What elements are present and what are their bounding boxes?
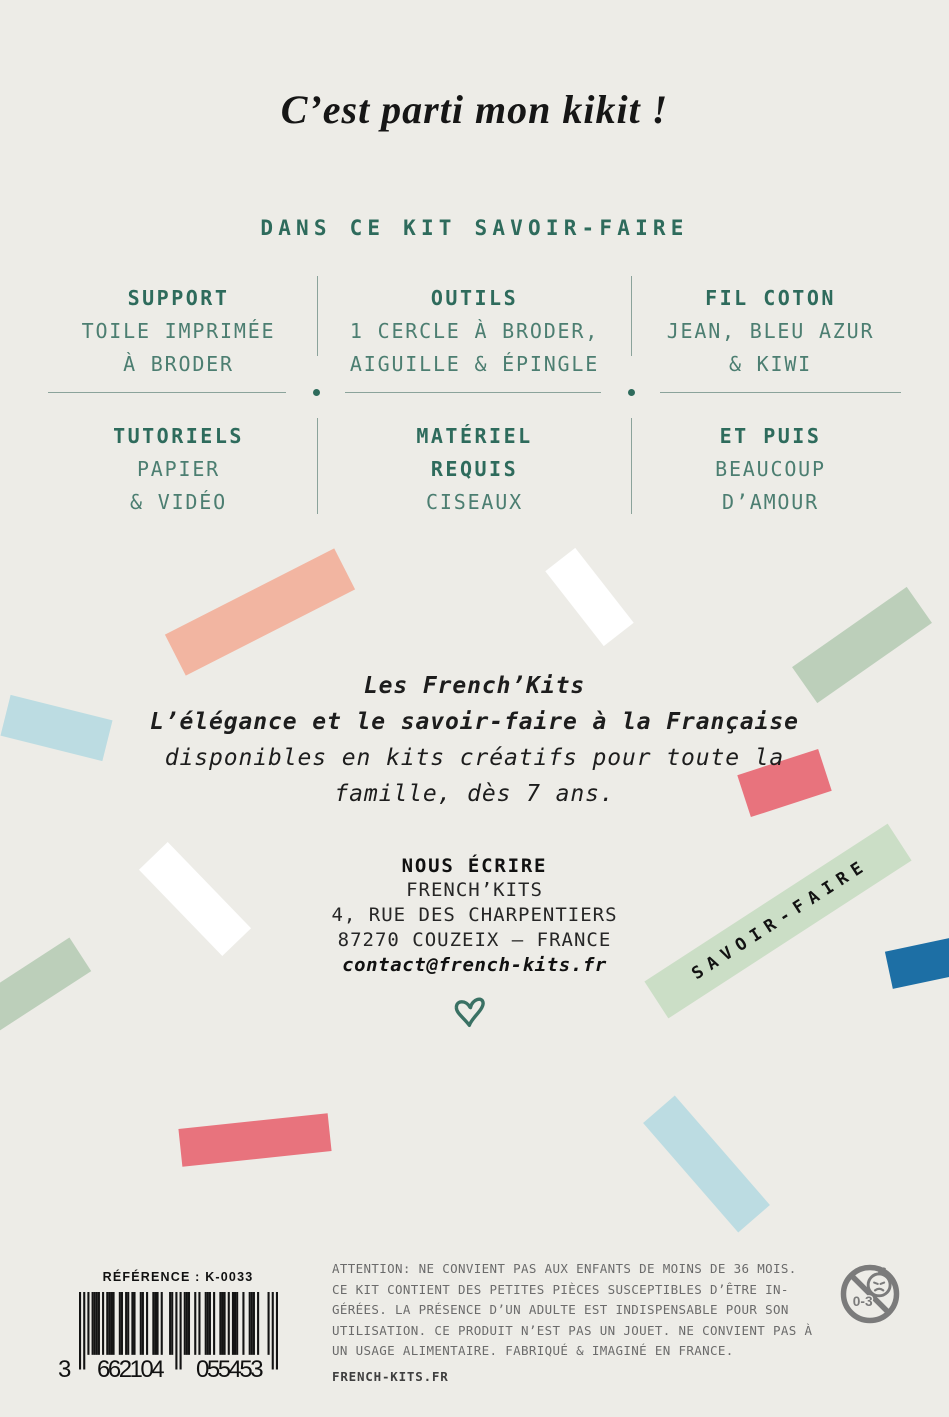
page-title: DANS CE KIT SAVOIR-FAIRE: [260, 216, 689, 240]
kit-section-title: OUTILS: [430, 286, 519, 310]
kit-section-title: SUPPORT: [127, 286, 230, 310]
age-warning-0-3-icon: [838, 1262, 902, 1326]
kit-section-line: D’AMOUR: [722, 490, 819, 514]
contact-line: 4, RUE DES CHARPENTIERS: [331, 904, 618, 926]
website-text: FRENCH-KITS.FR: [332, 1368, 449, 1384]
warning-line: ATTENTION: NE CONVIENT PAS AUX ENFANTS DE MOINS DE 36 MOIS.: [332, 1261, 797, 1276]
warning-line: GÉRÉES. LA PRÉSENCE D’UN ADULTE EST INDISPENSABLE POUR SON: [332, 1302, 789, 1317]
confetti-salmon: [165, 548, 355, 675]
contact-email: contact@french-kits.fr: [342, 954, 607, 976]
reference-label: RÉFÉRENCE : K-0033: [102, 1270, 254, 1284]
about-line: disponibles en kits créatifs pour toute la: [164, 745, 785, 771]
kit-section-fil-coton: [632, 274, 909, 381]
kit-section-line: JEAN, BLEU AZUR: [666, 319, 875, 343]
about-block: [0, 668, 949, 812]
savoir-faire-badge-label: SAVOIR-FAIRE: [688, 854, 873, 985]
warning-line: UTILISATION. CE PRODUIT N’EST PAS UN JOUET. NE CONVIENT PAS À: [332, 1322, 813, 1338]
kit-section-materiel-requis: [317, 412, 632, 519]
kit-section-title: FIL COTON: [705, 286, 836, 310]
row-divider-line: [345, 392, 601, 393]
barcode-digit-group: 662104: [97, 1356, 163, 1383]
about-line: L’élégance et le savoir-faire à la Française: [150, 709, 799, 735]
kit-section-support: [40, 274, 317, 381]
warning-line: CE KIT CONTIENT DES PETITES PIÈCES SUSCEPTIBLES D’ÊTRE IN-: [332, 1281, 789, 1297]
kit-section-title: TUTORIELS: [113, 424, 244, 448]
about-line: Les French’Kits: [363, 673, 586, 699]
column-divider: [631, 276, 632, 356]
row-divider-line: [48, 392, 286, 393]
divider-dot: [313, 389, 320, 396]
kit-section-line: & KIWI: [728, 352, 813, 376]
warning-block: [332, 1259, 837, 1384]
kit-section-line: AIGUILLE & ÉPINGLE: [349, 352, 600, 376]
contact-heading: NOUS ÉCRIRE: [401, 855, 548, 877]
divider-dot: [628, 389, 635, 396]
kit-section-title: MATÉRIEL: [416, 424, 533, 448]
kit-section-outils: [317, 274, 632, 381]
kit-section-line: TOILE IMPRIMÉE: [81, 319, 276, 343]
kit-contents-grid: [40, 274, 909, 512]
kit-section-line: & VIDÉO: [130, 490, 227, 514]
handwritten-tagline: C’est parti mon kikit !: [280, 87, 669, 132]
kit-section-tutoriels: [40, 412, 317, 519]
barcode-digit-group: 3: [58, 1356, 69, 1383]
kit-section-et-puis: [632, 412, 909, 519]
age-warning-label: 0-3: [852, 1293, 873, 1309]
warning-line: UN USAGE ALIMENTAIRE. FABRIQUÉ & IMAGINÉ EN FRANCE.: [332, 1343, 734, 1358]
kit-section-line: PAPIER: [136, 457, 221, 481]
confetti-white-top: [545, 548, 633, 646]
reference-block: [28, 1266, 328, 1285]
confetti-blue-bottom: [643, 1096, 770, 1233]
kit-section-line: CISEAUX: [426, 490, 523, 514]
kit-section-line: 1 CERCLE À BRODER,: [349, 319, 600, 343]
kit-section-line: À BRODER: [123, 352, 234, 376]
about-line: famille, dès 7 ans.: [334, 781, 615, 807]
kit-section-line: BEAUCOUP: [715, 457, 826, 481]
contact-line: FRENCH’KITS: [406, 879, 543, 901]
confetti-coral-bottom: [178, 1113, 331, 1166]
kit-section-title: REQUIS: [430, 457, 519, 481]
heart-icon: [451, 994, 493, 1040]
kit-section-title: ET PUIS: [719, 424, 822, 448]
contact-line: 87270 COUZEIX – FRANCE: [337, 929, 612, 951]
column-divider: [317, 276, 318, 356]
barcode-digit-group: 055453: [196, 1356, 262, 1383]
row-divider-line: [660, 392, 901, 393]
